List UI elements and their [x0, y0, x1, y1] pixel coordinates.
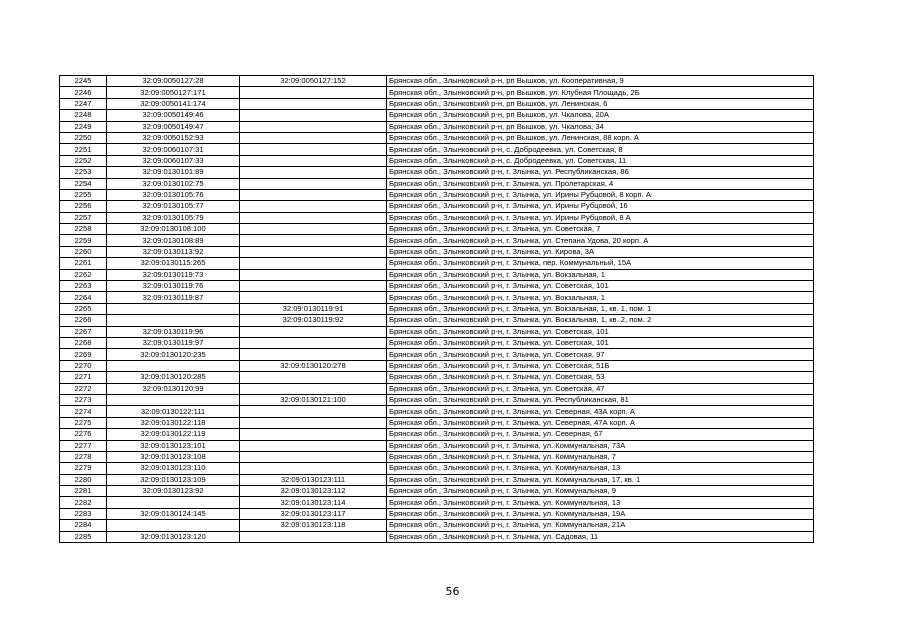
address-cell: Брянская обл., Злынковский р-н, г. Злынка, ул. Вокзальная, 1, кв. 2, пом. 2: [387, 315, 814, 326]
address-cell: Брянская обл., Злынковский р-н, г. Злынка, ул. Кирова, 3А: [387, 246, 814, 257]
address-cell: Брянская обл., Злынковский р-н, г. Злынка, ул. Советская, 101: [387, 326, 814, 337]
table-row: [60, 520, 814, 531]
address-cell: Брянская обл., Злынковский р-н, г. Злынка, ул. Республиканская, 81: [387, 394, 814, 405]
linked-cadastral-number-cell: 32:09:0130119:92: [240, 315, 387, 326]
address-cell: Брянская обл., Злынковский р-н, г. Злынка, ул. Коммунальная, 7: [387, 451, 814, 462]
table-row: [60, 246, 814, 257]
linked-cadastral-number-cell: [240, 406, 387, 417]
cadastral-number-cell: [107, 360, 240, 371]
row-number-cell: 2268: [60, 337, 107, 348]
address-cell: Брянская обл., Злынковский р-н, г. Злынка, ул. Советская, 51Б: [387, 360, 814, 371]
cadastral-number-cell: 32:09:0130124:145: [107, 508, 240, 519]
page-number: 56: [445, 585, 460, 598]
address-cell: Брянская обл., Злынковский р-н, г. Злынка, ул. Ирины Рубцовой, 8 корп. А: [387, 189, 814, 200]
linked-cadastral-number-cell: 32:09:0050127:152: [240, 76, 387, 87]
linked-cadastral-number-cell: [240, 326, 387, 337]
linked-cadastral-number-cell: [240, 269, 387, 280]
linked-cadastral-number-cell: 32:09:0130123:111: [240, 474, 387, 485]
table-row: [60, 121, 814, 132]
linked-cadastral-number-cell: 32:09:0130120:278: [240, 360, 387, 371]
table-body: [60, 76, 814, 543]
linked-cadastral-number-cell: [240, 383, 387, 394]
linked-cadastral-number-cell: [240, 121, 387, 132]
address-cell: Брянская обл., Злынковский р-н, с. Добродеевка, ул. Советская, 11: [387, 155, 814, 166]
table-row: [60, 406, 814, 417]
row-number-cell: 2283: [60, 508, 107, 519]
address-cell: Брянская обл., Злынковский р-н, г. Злынка, ул. Коммунальная, 13: [387, 463, 814, 474]
table-row: [60, 178, 814, 189]
linked-cadastral-number-cell: [240, 440, 387, 451]
row-number-cell: 2269: [60, 349, 107, 360]
cadastral-number-cell: [107, 394, 240, 405]
row-number-cell: 2282: [60, 497, 107, 508]
cadastral-number-cell: 32:09:0130123:120: [107, 531, 240, 542]
cadastral-number-cell: 32:09:0130123:108: [107, 451, 240, 462]
cadastral-number-cell: 32:09:0130115:265: [107, 258, 240, 269]
table-row: [60, 224, 814, 235]
row-number-cell: 2285: [60, 531, 107, 542]
cadastral-number-cell: 32:09:0050152:93: [107, 132, 240, 143]
table-row: [60, 189, 814, 200]
row-number-cell: 2280: [60, 474, 107, 485]
linked-cadastral-number-cell: [240, 155, 387, 166]
address-cell: Брянская обл., Злынковский р-н, г. Злынка, ул. Советская, 101: [387, 281, 814, 292]
linked-cadastral-number-cell: [240, 429, 387, 440]
cadastral-number-cell: [107, 497, 240, 508]
address-cell: Брянская обл., Злынковский р-н, г. Злынка, ул. Советская, 7: [387, 224, 814, 235]
table-row: [60, 132, 814, 143]
address-cell: Брянская обл., Злынковский р-н, г. Злынка, ул. Северная, 47А корп. А: [387, 417, 814, 428]
linked-cadastral-number-cell: 32:09:0130123:117: [240, 508, 387, 519]
address-cell: Брянская обл., Злынковский р-н, г. Злынка, ул. Коммунальная, 9: [387, 486, 814, 497]
linked-cadastral-number-cell: [240, 292, 387, 303]
address-cell: Брянская обл., Злынковский р-н, г. Злынка, ул. Советская, 101: [387, 337, 814, 348]
row-number-cell: 2257: [60, 212, 107, 223]
linked-cadastral-number-cell: [240, 235, 387, 246]
linked-cadastral-number-cell: [240, 258, 387, 269]
cadastral-number-cell: 32:09:0130119:97: [107, 337, 240, 348]
linked-cadastral-number-cell: [240, 189, 387, 200]
row-number-cell: 2251: [60, 144, 107, 155]
table-row: [60, 281, 814, 292]
linked-cadastral-number-cell: [240, 110, 387, 121]
address-cell: Брянская обл., Злынковский р-н, г. Злынка, ул. Советская, 53: [387, 372, 814, 383]
address-cell: Брянская обл., Злынковский р-н, рп Вышков, ул. Ленинская, 88 корп. А: [387, 132, 814, 143]
cadastral-number-cell: 32:09:0130122:119: [107, 429, 240, 440]
linked-cadastral-number-cell: [240, 463, 387, 474]
cadastral-number-cell: 32:09:0130105:79: [107, 212, 240, 223]
address-cell: Брянская обл., Злынковский р-н, г. Злынка, ул. Ирины Рубцовой, 16: [387, 201, 814, 212]
address-cell: Брянская обл., Злынковский р-н, г. Злынка, ул. Советская, 97: [387, 349, 814, 360]
row-number-cell: 2279: [60, 463, 107, 474]
linked-cadastral-number-cell: [240, 212, 387, 223]
linked-cadastral-number-cell: [240, 178, 387, 189]
address-cell: Брянская обл., Злынковский р-н, рп Вышков, ул. Клубная Площадь, 2Б: [387, 87, 814, 98]
row-number-cell: 2249: [60, 121, 107, 132]
row-number-cell: 2255: [60, 189, 107, 200]
row-number-cell: 2277: [60, 440, 107, 451]
cadastral-number-cell: 32:09:0130120:235: [107, 349, 240, 360]
address-cell: Брянская обл., Злынковский р-н, г. Злынка, ул. Садовая, 11: [387, 531, 814, 542]
row-number-cell: 2247: [60, 98, 107, 109]
linked-cadastral-number-cell: [240, 201, 387, 212]
address-cell: Брянская обл., Злынковский р-н, г. Злынка, ул. Вокзальная, 1: [387, 292, 814, 303]
cadastral-number-cell: 32:09:0050141:174: [107, 98, 240, 109]
table-row: [60, 167, 814, 178]
address-cell: Брянская обл., Злынковский р-н, г. Злынка, ул. Коммунальная, 13: [387, 497, 814, 508]
table-row: [60, 349, 814, 360]
cadastral-number-cell: 32:09:0050127:171: [107, 87, 240, 98]
row-number-cell: 2284: [60, 520, 107, 531]
address-cell: Брянская обл., Злынковский р-н, г. Злынка, ул. Степана Удова, 20 корп. А: [387, 235, 814, 246]
table-row: [60, 394, 814, 405]
row-number-cell: 2266: [60, 315, 107, 326]
cadastral-number-cell: 32:09:0130123:109: [107, 474, 240, 485]
cadastral-number-cell: 32:09:0130113:92: [107, 246, 240, 257]
row-number-cell: 2275: [60, 417, 107, 428]
table-row: [60, 474, 814, 485]
cadastral-number-cell: 32:09:0130105:76: [107, 189, 240, 200]
row-number-cell: 2246: [60, 87, 107, 98]
row-number-cell: 2267: [60, 326, 107, 337]
cadastral-number-cell: 32:09:0130119:76: [107, 281, 240, 292]
table-row: [60, 235, 814, 246]
linked-cadastral-number-cell: [240, 224, 387, 235]
table-row: [60, 372, 814, 383]
cadastral-number-cell: 32:09:0130123:101: [107, 440, 240, 451]
table-row: [60, 292, 814, 303]
row-number-cell: 2271: [60, 372, 107, 383]
row-number-cell: 2272: [60, 383, 107, 394]
linked-cadastral-number-cell: [240, 451, 387, 462]
linked-cadastral-number-cell: [240, 132, 387, 143]
row-number-cell: 2263: [60, 281, 107, 292]
address-cell: Брянская обл., Злынковский р-н, г. Злынка, ул. Вокзальная, 1: [387, 269, 814, 280]
linked-cadastral-number-cell: [240, 531, 387, 542]
address-cell: Брянская обл., Злынковский р-н, г. Злынка, ул. Советская, 47: [387, 383, 814, 394]
table-row: [60, 144, 814, 155]
cadastral-number-cell: 32:09:0130108:100: [107, 224, 240, 235]
linked-cadastral-number-cell: [240, 349, 387, 360]
row-number-cell: 2276: [60, 429, 107, 440]
address-cell: Брянская обл., Злынковский р-н, г. Злынка, пер. Коммунальный, 15А: [387, 258, 814, 269]
row-number-cell: 2256: [60, 201, 107, 212]
cadastral-number-cell: 32:09:0130123:110: [107, 463, 240, 474]
address-cell: Брянская обл., Злынковский р-н, г. Злынка, ул. Коммунальная, 73А: [387, 440, 814, 451]
table-row: [60, 360, 814, 371]
table-row: [60, 497, 814, 508]
row-number-cell: 2273: [60, 394, 107, 405]
address-cell: Брянская обл., Злынковский р-н, рп Вышков, ул. Чкалова, 34: [387, 121, 814, 132]
table-row: [60, 451, 814, 462]
cadastral-number-cell: 32:09:0130119:96: [107, 326, 240, 337]
linked-cadastral-number-cell: [240, 337, 387, 348]
table-row: [60, 110, 814, 121]
table-row: [60, 383, 814, 394]
row-number-cell: 2278: [60, 451, 107, 462]
property-table: [59, 75, 814, 543]
table-row: [60, 315, 814, 326]
table-row: [60, 258, 814, 269]
row-number-cell: 2265: [60, 303, 107, 314]
address-cell: Брянская обл., Злынковский р-н, г. Злынка, ул. Северная, 43А корп. А: [387, 406, 814, 417]
linked-cadastral-number-cell: [240, 372, 387, 383]
table-row: [60, 155, 814, 166]
table-row: [60, 531, 814, 542]
linked-cadastral-number-cell: [240, 144, 387, 155]
row-number-cell: 2270: [60, 360, 107, 371]
row-number-cell: 2262: [60, 269, 107, 280]
row-number-cell: 2258: [60, 224, 107, 235]
linked-cadastral-number-cell: [240, 417, 387, 428]
table-row: [60, 98, 814, 109]
table-row: [60, 326, 814, 337]
address-cell: Брянская обл., Злынковский р-н, г. Злынка, ул. Республиканская, 86: [387, 167, 814, 178]
cadastral-number-cell: 32:09:0130120:99: [107, 383, 240, 394]
cadastral-number-cell: 32:09:0130102:75: [107, 178, 240, 189]
cadastral-number-cell: 32:09:0050149:47: [107, 121, 240, 132]
row-number-cell: 2254: [60, 178, 107, 189]
row-number-cell: 2248: [60, 110, 107, 121]
linked-cadastral-number-cell: [240, 98, 387, 109]
cadastral-number-cell: 32:09:0050149:46: [107, 110, 240, 121]
address-cell: Брянская обл., Злынковский р-н, г. Злынка, ул. Коммунальная, 21А: [387, 520, 814, 531]
address-cell: Брянская обл., Злынковский р-н, г. Злынка, ул. Пролетарская, 4: [387, 178, 814, 189]
row-number-cell: 2274: [60, 406, 107, 417]
linked-cadastral-number-cell: 32:09:0130119:91: [240, 303, 387, 314]
row-number-cell: 2260: [60, 246, 107, 257]
address-cell: Брянская обл., Злынковский р-н, рп Вышков, ул. Чкалова, 20А: [387, 110, 814, 121]
table-row: [60, 486, 814, 497]
linked-cadastral-number-cell: [240, 167, 387, 178]
row-number-cell: 2253: [60, 167, 107, 178]
table-row: [60, 76, 814, 87]
cadastral-number-cell: 32:09:0130108:89: [107, 235, 240, 246]
address-cell: Брянская обл., Злынковский р-н, с. Добродеевка, ул. Советская, 8: [387, 144, 814, 155]
linked-cadastral-number-cell: 32:09:0130123:118: [240, 520, 387, 531]
address-cell: Брянская обл., Злынковский р-н, г. Злынка, ул. Ирины Рубцовой, 8 А: [387, 212, 814, 223]
table-row: [60, 417, 814, 428]
address-cell: Брянская обл., Злынковский р-н, г. Злынка, ул. Вокзальная, 1, кв. 1, пом. 1: [387, 303, 814, 314]
cadastral-number-cell: [107, 520, 240, 531]
row-number-cell: 2259: [60, 235, 107, 246]
cadastral-number-cell: 32:09:0130101:89: [107, 167, 240, 178]
address-cell: Брянская обл., Злынковский р-н, г. Злынка, ул. Коммунальная, 17, кв. 1: [387, 474, 814, 485]
cadastral-number-cell: 32:09:0130119:73: [107, 269, 240, 280]
cadastral-number-cell: 32:09:0060107:31: [107, 144, 240, 155]
cadastral-number-cell: 32:09:0130119:87: [107, 292, 240, 303]
table-row: [60, 429, 814, 440]
table-row: [60, 508, 814, 519]
linked-cadastral-number-cell: [240, 246, 387, 257]
address-cell: Брянская обл., Злынковский р-н, г. Злынка, ул. Северная, 67: [387, 429, 814, 440]
linked-cadastral-number-cell: [240, 87, 387, 98]
table-row: [60, 303, 814, 314]
address-cell: Брянская обл., Злынковский р-н, рп Вышков, ул. Кооперативная, 9: [387, 76, 814, 87]
row-number-cell: 2281: [60, 486, 107, 497]
table-row: [60, 440, 814, 451]
cadastral-number-cell: 32:09:0130123:92: [107, 486, 240, 497]
table-row: [60, 269, 814, 280]
cadastral-number-cell: 32:09:0130122:111: [107, 406, 240, 417]
cadastral-number-cell: 32:09:0130120:285: [107, 372, 240, 383]
cadastral-number-cell: [107, 315, 240, 326]
row-number-cell: 2261: [60, 258, 107, 269]
row-number-cell: 2245: [60, 76, 107, 87]
linked-cadastral-number-cell: 32:09:0130121:100: [240, 394, 387, 405]
row-number-cell: 2250: [60, 132, 107, 143]
address-cell: Брянская обл., Злынковский р-н, рп Вышков, ул. Ленинская, 6: [387, 98, 814, 109]
row-number-cell: 2252: [60, 155, 107, 166]
cadastral-number-cell: 32:09:0060107:33: [107, 155, 240, 166]
cadastral-number-cell: 32:09:0130105:77: [107, 201, 240, 212]
table-row: [60, 87, 814, 98]
table-row: [60, 337, 814, 348]
linked-cadastral-number-cell: 32:09:0130123:112: [240, 486, 387, 497]
cadastral-number-cell: [107, 303, 240, 314]
table-row: [60, 201, 814, 212]
table-row: [60, 463, 814, 474]
linked-cadastral-number-cell: [240, 281, 387, 292]
cadastral-number-cell: 32:09:0050127:28: [107, 76, 240, 87]
address-cell: Брянская обл., Злынковский р-н, г. Злынка, ул. Коммунальная, 19А: [387, 508, 814, 519]
cadastral-number-cell: 32:09:0130122:118: [107, 417, 240, 428]
table-row: [60, 212, 814, 223]
linked-cadastral-number-cell: 32:09:0130123:114: [240, 497, 387, 508]
row-number-cell: 2264: [60, 292, 107, 303]
